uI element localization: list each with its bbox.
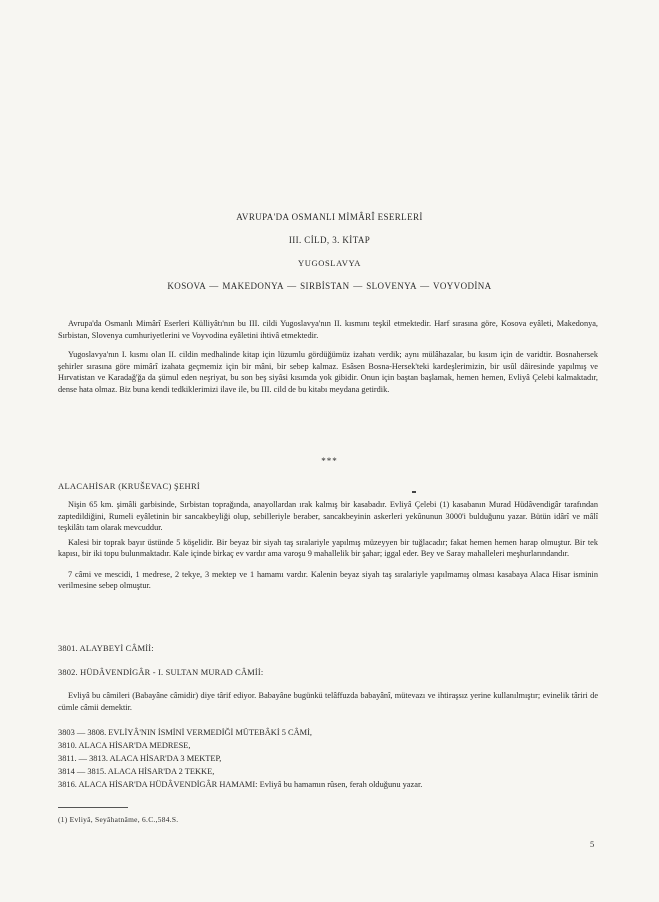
entry-heading: 3801. ALAYBEYİ CÂMİİ: bbox=[58, 644, 154, 653]
volume-heading: III. CİLD, 3. KİTAP bbox=[288, 235, 371, 245]
list-item: 3816. ALACA HİSAR'DA HÜDÂVENDİGÂR HAMAMI: Evliyâ bu hamamın rûsen, ferah olduğunu yazar. bbox=[58, 780, 423, 789]
section-paragraph: Kalesi bir toprak bayır üstünde 5 köşelidir. Bir beyaz bir siyah taş sıralariyle yapılmış müzeyyen bir tuğlacadır; fakat hemen hemen harap olmuştur. Bir tek kapısı, bir iki topu bulunmaktadır. Kale içinde birkaç ev vardır ama varoşu 9 mahallelik bir şahar; iggal eder. Bey ve Saray mahalleleri meşhurlarındandır. bbox=[58, 537, 598, 558]
footnote-rule bbox=[58, 807, 128, 808]
section-paragraph: 7 câmi ve mescidi, 1 medrese, 2 tekye, 3 mektep ve 1 hamamı vardır. Kalenin beyaz siyah taş sıralariyle yapılmamış olması kasabaya Alaca Hisar isminin verilmesine sebep olmuştur. bbox=[58, 569, 598, 590]
entry-heading: 3802. HÜDÂVENDİGÂR - I. SULTAN MURAD CÂMİİ: bbox=[58, 668, 264, 677]
footnote: (1) Evliyâ, Seyâhatnâme, 6.C.,584.S. bbox=[58, 815, 179, 824]
intro-paragraph: Avrupa'da Osmanlı Mimârî Eserleri Külliyâtı'nın bu III. cildi Yugoslavya'nın II. kısmını teşkil etmektedir. Harf sırasına göre, Kosova eyâleti, Makedonya, Sırbistan, Slovenya cumhuriyetlerini ve Voyvodina eyâletini ihtivâ etmektedir. bbox=[58, 319, 598, 340]
list-item: 3810. ALACA HİSAR'DA MEDRESE, bbox=[58, 741, 191, 750]
section-title: ALACAHİSAR (KRUŠEVAC) ŞEHRİ bbox=[58, 481, 201, 491]
list-item: 3803 — 3808. EVLİYÂ'NIN İSMİNİ VERMEDİĞİ MÜTEBÂKİ 5 CÂMİ, bbox=[58, 728, 312, 737]
section-separator: *** bbox=[321, 456, 338, 466]
intro-section bbox=[58, 318, 598, 395]
page-number: 5 bbox=[590, 839, 595, 849]
intro-paragraph: Yugoslavya'nın I. kısmı olan II. cildin medhalinde kitap için lüzumlu gördüğümüz izahatı verdik; aynı mülâhazalar, bu kısım için de varidtir. Bosnahersek şehirler sırasına göre mimârî izahata geçmemiz için bir mâni, bir sebep kalmaz. Esâsen Bosna-Hersek'teki kardeşlerimizin, bir usûl dâiresinde yapılmış ve Hırvatistan ve Karadağ'ğa da şümul eden neşriyat, bu son beş siyâsi kısımda yok gibidir. Onun için baştan başlamak, hemen hemen, Evliyâ Çelebi kalmaktadır, dense hata olmaz. Biz buna kendi tedkiklerimizi ilave ile, bu III. cild de bu kitabı meydana getirdik. bbox=[58, 350, 598, 394]
section-paragraph: Nişin 65 km. şimâli garbisinde, Sırbistan toprağında, anayollardan ırak kalmış bir kasabadır. Evliyâ Çelebi (1) kasabanın Murad Hüdâvendigâr tarafından zaptedildiğini, Rumeli eyâletinin bir sancakbeyliği olup, sebilleriyle beraber, sancakbeyinin askerleri yekûnunun 3000'i bulduğunu yazar. Bütün idârî ve mâlî teşkilâtı tam olarak mevcuddur. bbox=[58, 500, 598, 532]
section-body bbox=[58, 499, 598, 592]
entry-list bbox=[58, 726, 422, 791]
entry-note bbox=[58, 690, 598, 713]
book-title: AVRUPA'DA OSMANLI MİMÂRÎ ESERLERİ bbox=[236, 212, 423, 222]
list-item: 3811. — 3813. ALACA HİSAR'DA 3 MEKTEP, bbox=[58, 754, 222, 763]
list-item: 3814 — 3815. ALACA HİSAR'DA 2 TEKKE, bbox=[58, 767, 215, 776]
print-speck bbox=[412, 491, 416, 493]
heading-block bbox=[0, 212, 659, 291]
country-heading: YUGOSLAVYA bbox=[298, 258, 361, 268]
regions-heading: KOSOVA — MAKEDONYA — SIRBİSTAN — SLOVENYA — VOYVODİNA bbox=[167, 281, 492, 291]
note-paragraph: Evliyâ bu câmileri (Babayâne câmidir) diye târif ediyor. Babayâne bugünkü telâffuzda babayânî, mütevazı ve ihtiraşsız yerine kullanılmıştır; evinelik târiri de cümle câmii demektir. bbox=[58, 691, 598, 712]
